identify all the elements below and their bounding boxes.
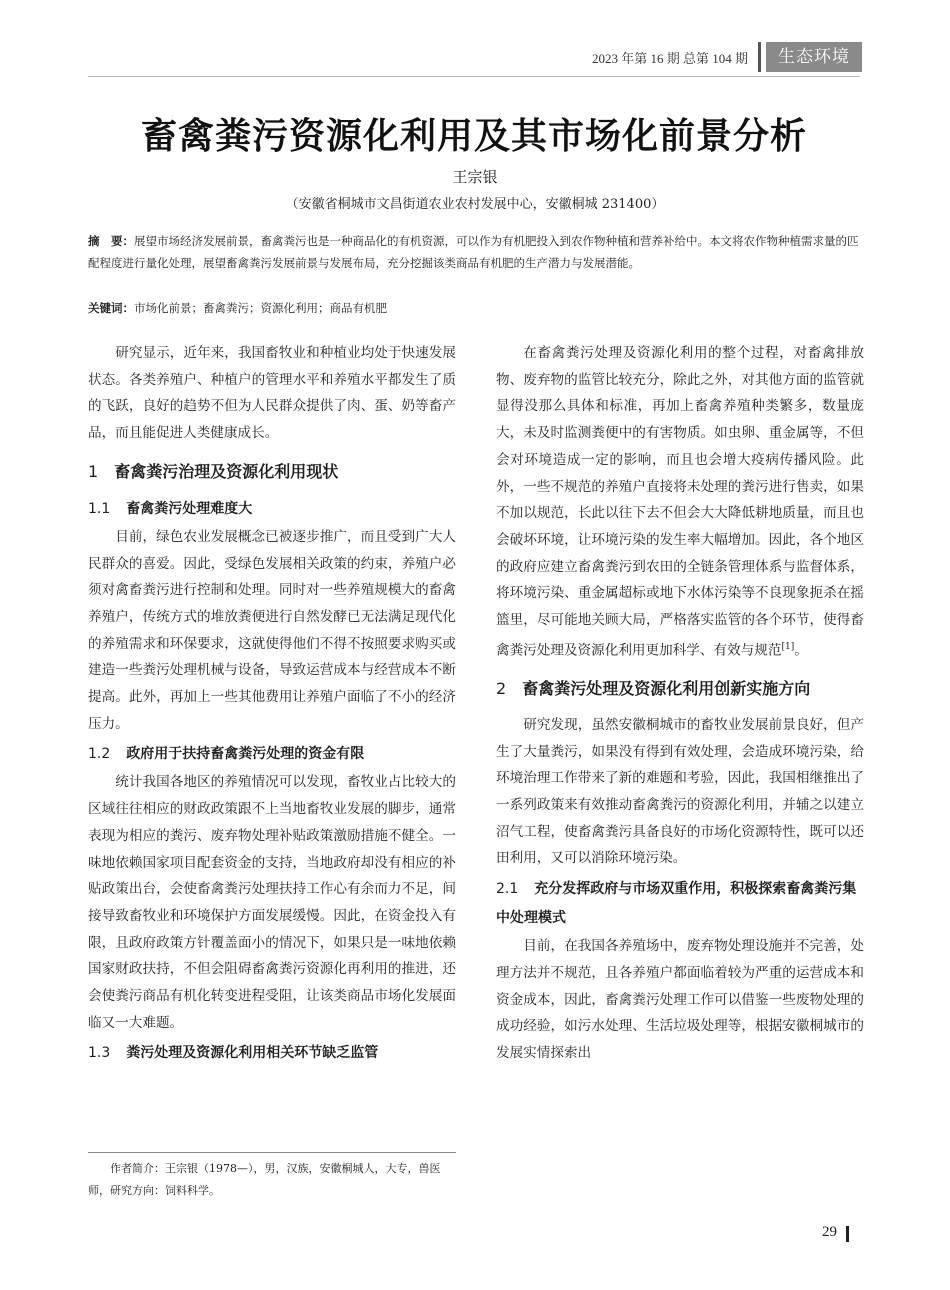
intro-paragraph: 研究显示，近年来，我国畜牧业和种植业均处于快速发展状态。各类养殖户、种植户的管理水平和养殖水平都发生了质的飞跃，良好的趋势不但为人民群众提供了肉、蛋、奶等畜产品，而且能促进人类健康成长。	[88, 345, 456, 442]
abstract-label: 摘 要：	[88, 234, 134, 248]
page-number-bar	[846, 1226, 849, 1242]
paragraph-1-1: 目前，绿色农业发展概念已被逐步推广，而且受到广大人民群众的喜爱。因此，受绿色发展相关政策的约束，养殖户必须对禽畜粪污进行控制和处理。同时对一些养殖规模大的畜禽养殖户，传统方式的堆放粪便进行自然发酵已无法满足现代化的养殖需求和环保要求，这就使得他们不得不按照要求购买或建造一些粪污处理机械与设备，导致运营成本与经营成本不断提高。此外，再加上一些其他费用让养殖户面临了不小的经济压力。	[88, 528, 456, 732]
issue-info: 2023 年第 16 期 总第 104 期	[591, 50, 748, 66]
page-number: 29	[822, 1224, 837, 1240]
paragraph-1-3-end: 。	[794, 642, 808, 659]
header-divider	[758, 42, 761, 72]
subsection-number: 1.3	[88, 1045, 111, 1062]
paragraph-2: 研究发现，虽然安徽桐城市的畜牧业发展前景良好，但产生了大量粪污，如果没有得到有效处理，会造成环境污染，给环境治理工作带来了新的难题和考验，因此，我国相继推出了一系列政策来有效推动畜禽粪污的资源化利用，并辅之以建立沼气工程，使畜禽粪污具备良好的市场化资源特性，既可以还田利用，又可以消除环境污染。	[496, 716, 864, 867]
abstract-text: 展望市场经济发展前景，畜禽粪污也是一种商品化的有机资源，可以作为有机肥投入到农作物种植和营养补给中。本文将农作物种植需求量的匹配程度进行量化处理，展望畜禽粪污发展前景与发展布局，充分挖掘该类商品有机肥的生产潜力与发展潜能。	[88, 234, 859, 270]
subsection-title: 粪污处理及资源化利用相关环节缺乏监管	[126, 1045, 379, 1062]
subsection-number: 1.2	[88, 746, 111, 763]
left-column	[88, 340, 456, 1068]
section-heading-2	[496, 672, 864, 706]
subsection-title: 充分发挥政府与市场双重作用，积极探索畜禽粪污集中处理模式	[496, 881, 857, 927]
section-badge: 生态环境	[766, 42, 862, 72]
keywords-text: 市场化前景；畜禽粪污；资源化利用；商品有机肥	[134, 301, 387, 315]
subsection-number: 2.1	[496, 881, 519, 898]
paragraph-1-2: 统计我国各地区的养殖情况可以发现，畜牧业占比较大的区域往往相应的财政政策跟不上当地畜牧业发展的脚步，通常表现为相应的粪污、废弃物处理补贴政策激励措施不健全。一味地依赖国家项目配套资金的支持，当地政府却没有相应的补贴政策出台，会使畜禽粪污处理扶持工作心有余而力不足，间接导致畜牧业和环境保护方面发展缓慢。因此，在资金投入有限，且政府政策方针覆盖面小的情况下，如果只是一味地依赖国家财政扶持，不但会阻碍畜禽粪污资源化再利用的推进，还会使粪污商品有机化转变进程受阻，让该类商品市场化发展面临又一大难题。	[88, 774, 456, 1031]
section-number: 2	[496, 678, 507, 698]
subsection-title: 畜禽粪污处理难度大	[126, 500, 253, 517]
abstract	[88, 230, 860, 274]
citation-ref: [1]	[781, 641, 795, 652]
section-title: 畜禽粪污治理及资源化利用现状	[114, 461, 339, 481]
paper-title: 畜禽粪污资源化利用及其市场化前景分析	[140, 116, 807, 157]
author-affiliation: （安徽省桐城市文昌街道农业农村发展中心，安徽桐城 231400）	[285, 197, 665, 212]
section-title: 畜禽粪污处理及资源化利用创新实施方向	[522, 678, 811, 698]
paragraph-1-3	[496, 340, 864, 664]
header-rule	[88, 76, 860, 77]
subsection-number: 1.1	[88, 500, 111, 517]
keywords	[88, 298, 860, 318]
subsection-heading-1-2	[88, 740, 456, 769]
keywords-label: 关键词：	[88, 301, 134, 315]
subsection-heading-2-1	[496, 875, 864, 933]
page-header	[592, 42, 862, 72]
section-heading-1	[88, 455, 456, 489]
subsection-title: 政府用于扶持畜禽粪污处理的资金有限	[126, 746, 365, 763]
subsection-heading-1-3	[88, 1039, 456, 1068]
author-name: 王宗银	[452, 168, 498, 186]
author-footnote: 作者简介：王宗银（1978—），男，汉族，安徽桐城人，大专，兽医师，研究方向：饲料科学。	[88, 1162, 441, 1197]
paragraph-2-1: 目前，在我国各养殖场中，废弃物处理设施并不完善，处理方法并不规范，且各养殖户都面临着较为严重的运营成本和资金成本，因此，畜禽粪污处理工作可以借鉴一些废物处理的成功经验，如污水处理、生活垃圾处理等，根据安徽桐城市的发展实情探索出	[496, 938, 864, 1061]
footnote-rule	[88, 1152, 456, 1153]
subsection-heading-1-1	[88, 495, 456, 524]
right-column	[496, 340, 864, 1067]
section-number: 1	[88, 461, 99, 481]
paragraph-1-3-text: 在畜禽粪污处理及资源化利用的整个过程，对畜禽排放物、废弃物的监管比较充分，除此之外，对其他方面的监管就显得没那么具体和标准，再加上畜禽养殖种类繁多，数量庞大，未及时监测粪便中的有害物质。如虫卵、重金属等，不但会对环境造成一定的影响，而且也会增大疫病传播风险。此外，一些不规范的养殖户直接将未处理的粪污进行售卖，如果不加以规范，长此以往下去不但会大大降低耕地质量，而且也会破坏环境，让环境污染的发生率大幅增加。因此，各个地区的政府应建立畜禽粪污到农田的全链条管理体系与监督体系，将环境污染、重金属超标或地下水体污染等不良现象扼杀在摇篮里，尽可能地关顾大局，严格落实监管的各个环节，使得畜禽粪污处理及资源化利用更加科学、有效与规范	[496, 345, 864, 659]
